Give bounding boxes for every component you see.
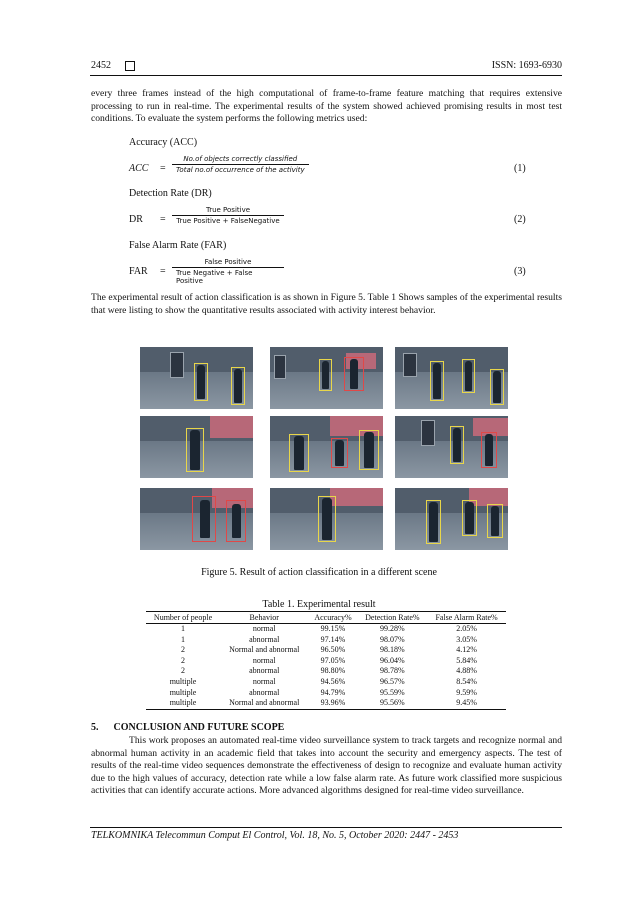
- figure-caption: Figure 5. Result of action classification in a different scene: [201, 567, 437, 578]
- table-cell: Normal and abnormal: [229, 645, 300, 655]
- square-bullet-icon: [125, 61, 135, 71]
- door: [403, 353, 417, 377]
- intro-paragraph: every three frames instead of the high computational of frame-to-frame feature matching that requires extensive processing to run in real-time. The experimental results of the system showed achieved promising results in most test conditions. To evaluate the system performs the following metrics used:: [91, 88, 562, 125]
- normal-bounding-box: [462, 359, 475, 393]
- table-cell: 96.57%: [380, 676, 405, 686]
- door: [274, 355, 286, 379]
- table-cell: normal: [252, 676, 276, 686]
- abnormal-bounding-box: [481, 432, 497, 468]
- table-cell: normal: [252, 624, 276, 633]
- equation-lhs-acc: ACC: [129, 163, 149, 174]
- table-cell: 98.78%: [380, 666, 405, 676]
- scene-frame-4: [140, 416, 253, 478]
- fraction-numerator: No.of objects correctly classified: [183, 155, 298, 163]
- page-number: 2452: [91, 60, 111, 71]
- footer-divider: [90, 827, 562, 828]
- fraction-numerator: True Positive: [205, 206, 251, 214]
- equals-sign: =: [160, 266, 166, 277]
- table-cell: abnormal: [249, 687, 280, 697]
- table-row: [146, 698, 506, 709]
- scene-frame-8: [270, 488, 383, 550]
- table-cell: abnormal: [249, 634, 280, 644]
- table-cell: 9.59%: [456, 687, 477, 697]
- normal-bounding-box: [186, 428, 204, 472]
- table-cell: 2: [181, 655, 186, 665]
- scene-frame-5: [270, 416, 383, 478]
- table-cell: 98.80%: [320, 666, 346, 676]
- table-cell: 2: [181, 645, 186, 655]
- table-cell: normal: [252, 655, 276, 665]
- table-cell: multiple: [169, 687, 197, 697]
- scene-frame-3: [395, 347, 508, 409]
- table-row: [146, 666, 506, 677]
- fraction-numerator: False Positive: [204, 258, 252, 266]
- table-cell: 94.79%: [320, 687, 346, 697]
- table-cell: 97.14%: [320, 634, 346, 644]
- issn-label: ISSN: 1693-6930: [491, 60, 562, 71]
- abnormal-bounding-box: [192, 496, 216, 542]
- table-cell: 98.18%: [380, 645, 405, 655]
- door: [421, 420, 435, 446]
- table-cell: Normal and abnormal: [220, 698, 308, 709]
- table-cell: 2: [181, 666, 186, 676]
- table-cell: 98.07%: [380, 634, 405, 644]
- table-cell: 94.56%: [320, 676, 346, 686]
- pink-wall-panel: [210, 416, 253, 438]
- abnormal-bounding-box: [226, 500, 246, 542]
- table-row: [146, 688, 506, 699]
- table-cell: 99.15%: [320, 624, 346, 633]
- metric-label-false-alarm-rate: False Alarm Rate (FAR): [129, 240, 227, 251]
- table-cell: 4.88%: [456, 666, 477, 676]
- column-header: Number of people: [146, 612, 220, 624]
- normal-bounding-box: [359, 430, 379, 470]
- pink-wall-panel: [330, 488, 383, 506]
- normal-bounding-box: [490, 369, 504, 405]
- table-header-row: [146, 612, 506, 624]
- equation-number-2: (2): [514, 214, 526, 225]
- table-cell: 4.12%: [456, 645, 477, 655]
- table-cell: 3.05%: [456, 634, 477, 644]
- table-row: [146, 677, 506, 688]
- fraction-denominator: True Negative + False Positive: [176, 269, 253, 285]
- normal-bounding-box: [430, 361, 444, 401]
- column-header: Behavior: [220, 612, 308, 624]
- column-header: False Alarm Rate%: [427, 612, 506, 624]
- table-cell: 2.05%: [456, 624, 477, 633]
- scene-frame-1: [140, 347, 253, 409]
- normal-bounding-box: [450, 426, 464, 464]
- equation-number-3: (3): [514, 266, 526, 277]
- fraction-denominator: Total no.of occurrence of the activity: [176, 166, 305, 174]
- table-row: [146, 645, 506, 656]
- experimental-results-table: [146, 611, 506, 710]
- table-cell: abnormal: [249, 666, 280, 676]
- normal-bounding-box: [318, 496, 336, 542]
- table-cell: 1: [181, 634, 186, 644]
- classification-paragraph: The experimental result of action classification is as shown in Figure 5. Table 1 Shows samples of the experimental results that were listing to show the quantitative results associated with activity interest behavior.: [91, 292, 562, 316]
- table-cell: 9.45%: [427, 698, 506, 709]
- abnormal-bounding-box: [331, 438, 348, 468]
- abnormal-bounding-box: [344, 357, 364, 391]
- door: [170, 352, 184, 378]
- normal-bounding-box: [462, 500, 477, 536]
- table-cell: 96.04%: [380, 655, 405, 665]
- table-row: [146, 635, 506, 646]
- normal-bounding-box: [194, 363, 208, 401]
- scene-frame-9: [395, 488, 508, 550]
- table-row: [146, 656, 506, 667]
- header-divider: [90, 75, 562, 76]
- table-cell: 97.05%: [320, 655, 346, 665]
- page-header-left: [91, 60, 135, 71]
- equation-lhs-dr: DR: [129, 214, 143, 225]
- column-header: Detection Rate%: [358, 612, 428, 624]
- equals-sign: =: [160, 163, 166, 174]
- metric-label-accuracy: Accuracy (ACC): [129, 137, 198, 148]
- normal-bounding-box: [289, 434, 309, 472]
- section-heading: 5. CONCLUSION AND FUTURE SCOPE: [91, 722, 285, 733]
- section-body: This work proposes an automated real-time video surveillance system to track targets and recognize normal and abnormal human activity in an academic field that takes into account the security and emergency aspects. The test of results of the real-time video sequences demonstrate the effectiveness of design to recognize and evaluate human activity due to the high values of accuracy, detection rate while a low false alarm rate. As future work classified more suspicious activities that can identify accurate actions. More advanced algorithms designed for real-time video surveillance.: [91, 735, 562, 797]
- equation-number-1: (1): [514, 163, 526, 174]
- table-cell: multiple: [169, 676, 197, 686]
- fraction-false-alarm-rate: [172, 258, 284, 285]
- normal-bounding-box: [231, 367, 245, 405]
- scene-frame-6: [395, 416, 508, 478]
- metric-label-detection-rate: Detection Rate (DR): [129, 188, 212, 199]
- table-cell: 99.28%: [380, 624, 405, 633]
- table-cell: 8.54%: [456, 676, 477, 686]
- equals-sign: =: [160, 214, 166, 225]
- scene-frame-7: [140, 488, 253, 550]
- table-cell: 5.84%: [456, 655, 477, 665]
- table-cell: 95.56%: [358, 698, 428, 709]
- scene-frame-2: [270, 347, 383, 409]
- table-body: [146, 624, 506, 710]
- table-row: [146, 624, 506, 635]
- table-caption: Table 1. Experimental result: [262, 599, 376, 610]
- normal-bounding-box: [319, 359, 332, 391]
- table-cell: 95.59%: [380, 687, 405, 697]
- fraction-accuracy: [172, 155, 309, 174]
- table-cell: 1: [181, 624, 186, 633]
- table-cell: 93.96%: [308, 698, 357, 709]
- footer-citation: TELKOMNIKA Telecommun Comput El Control, Vol. 18, No. 5, October 2020: 2447 - 2453: [91, 830, 459, 841]
- fraction-denominator: True Positive + FalseNegative: [176, 217, 280, 225]
- equation-lhs-far: FAR: [129, 266, 148, 277]
- fraction-detection-rate: [172, 206, 284, 225]
- table-cell: multiple: [146, 698, 220, 709]
- normal-bounding-box: [487, 504, 503, 538]
- normal-bounding-box: [426, 500, 441, 544]
- table-cell: 96.50%: [320, 645, 346, 655]
- column-header: Accuracy%: [308, 612, 357, 624]
